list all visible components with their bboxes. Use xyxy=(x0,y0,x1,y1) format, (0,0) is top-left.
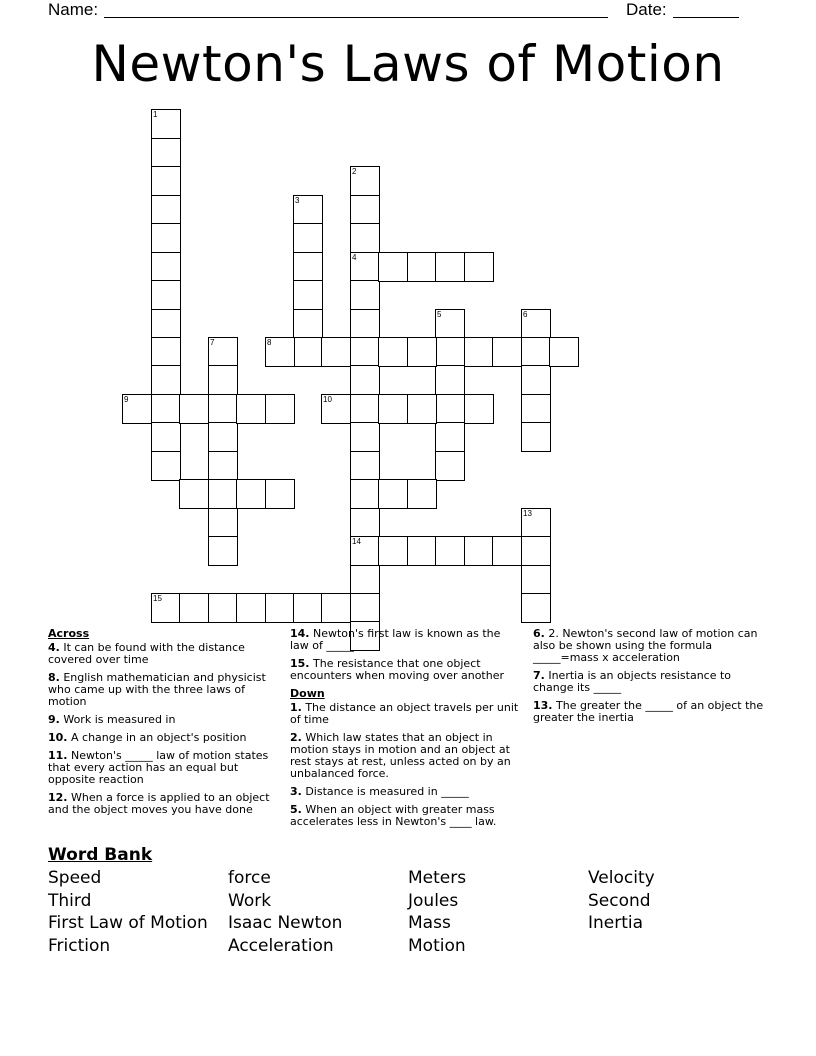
clue-item xyxy=(290,628,522,652)
clue-item-number: 2. xyxy=(290,731,302,744)
crossword-cell[interactable] xyxy=(492,337,522,367)
clue-item-number: 9. xyxy=(48,713,60,726)
word-bank-item: Joules xyxy=(408,891,459,911)
clue-item xyxy=(48,672,284,708)
crossword-cell[interactable] xyxy=(321,593,351,623)
crossword-cell[interactable] xyxy=(151,337,181,367)
crossword-cell[interactable] xyxy=(464,536,494,566)
clue-item xyxy=(290,786,522,798)
crossword-cell[interactable] xyxy=(435,394,465,424)
clue-item-number: 12. xyxy=(48,791,68,804)
clue-item-number: 6. xyxy=(533,627,545,640)
crossword-cell[interactable] xyxy=(236,479,266,509)
clue-item xyxy=(290,732,522,780)
clue-number: 5 xyxy=(437,310,442,319)
clue-number: 8 xyxy=(267,338,272,347)
name-label: Name: xyxy=(48,0,99,19)
word-bank-item: Meters xyxy=(408,868,467,888)
crossword-cell[interactable] xyxy=(350,394,380,424)
page-title: Newton's Laws of Motion xyxy=(91,35,725,93)
crossword-cell[interactable] xyxy=(350,479,380,509)
clues-column-1 xyxy=(48,628,284,822)
clue-number: 9 xyxy=(124,395,129,404)
crossword-cell[interactable] xyxy=(350,508,380,538)
clue-item-text: A change in an object's position xyxy=(67,731,247,744)
across-clue-list xyxy=(48,642,284,816)
clue-item xyxy=(290,804,522,828)
clue-number: 4 xyxy=(352,253,357,262)
crossword-cell[interactable] xyxy=(492,536,522,566)
crossword-cell[interactable] xyxy=(407,394,437,424)
clue-item-number: 13. xyxy=(533,699,553,712)
crossword-cell[interactable] xyxy=(350,223,380,253)
clue-item xyxy=(290,658,522,682)
clue-item-number: 11. xyxy=(48,749,68,762)
crossword-cell[interactable] xyxy=(151,394,181,424)
crossword-cell[interactable] xyxy=(407,536,437,566)
word-bank-item: Acceleration xyxy=(228,936,334,956)
clue-item-text: 2. Newton's second law of motion can also be shown using the formula _____=mass x acceleration xyxy=(533,627,758,664)
across-heading: Across xyxy=(48,627,90,640)
word-bank-item: First Law of Motion xyxy=(48,913,208,933)
crossword-cell[interactable] xyxy=(122,394,152,424)
clue-item-text: Distance is measured in _____ xyxy=(301,785,469,798)
clue-item-number: 8. xyxy=(48,671,60,684)
word-bank-item: Velocity xyxy=(588,868,655,888)
down-clue-list-continued xyxy=(533,628,765,724)
crossword-cell[interactable] xyxy=(435,252,465,282)
word-bank-item: Second xyxy=(588,891,651,911)
crossword-cell[interactable] xyxy=(435,422,465,452)
crossword-cell[interactable] xyxy=(521,422,551,452)
clue-number: 3 xyxy=(295,196,300,205)
crossword-cell[interactable] xyxy=(378,337,408,367)
clue-item xyxy=(533,700,765,724)
crossword-cell[interactable] xyxy=(293,195,323,225)
crossword-cell[interactable] xyxy=(151,166,181,196)
clue-item-text: The resistance that one object encounters when moving over another xyxy=(290,657,505,682)
crossword-cell[interactable] xyxy=(179,593,209,623)
word-bank-item: force xyxy=(228,868,271,888)
crossword-cell[interactable] xyxy=(208,593,238,623)
crossword-cell[interactable] xyxy=(350,536,380,566)
crossword-cell[interactable] xyxy=(521,365,551,395)
down-clue-list xyxy=(290,702,522,828)
clue-item-number: 7. xyxy=(533,669,545,682)
crossword-cell[interactable] xyxy=(350,451,380,481)
crossword-cell[interactable] xyxy=(435,309,465,339)
clue-number: 10 xyxy=(323,395,332,404)
crossword-cell[interactable] xyxy=(435,365,465,395)
crossword-cell[interactable] xyxy=(350,565,380,595)
clue-number: 13 xyxy=(523,509,532,518)
clue-item-text: Inertia is an objects resistance to change its _____ xyxy=(533,669,732,694)
crossword-cell[interactable] xyxy=(464,337,494,367)
word-bank-item: Friction xyxy=(48,936,111,956)
clue-item-text: The greater the _____ of an object the greater the inertia xyxy=(533,699,764,724)
crossword-cell[interactable] xyxy=(521,593,551,623)
crossword-cell[interactable] xyxy=(151,365,181,395)
clue-item-text: It can be found with the distance covered over time xyxy=(48,641,245,666)
across-clue-list-continued xyxy=(290,628,522,682)
clue-item-number: 1. xyxy=(290,701,302,714)
crossword-cell[interactable] xyxy=(378,479,408,509)
word-bank-item: Work xyxy=(228,891,272,911)
crossword-cell[interactable] xyxy=(350,422,380,452)
crossword-cell[interactable] xyxy=(521,508,551,538)
word-bank-item: Mass xyxy=(408,913,451,933)
crossword-cell[interactable] xyxy=(151,593,181,623)
crossword-cell[interactable] xyxy=(350,593,380,623)
clue-number: 15 xyxy=(153,594,162,603)
clue-item-text: When a force is applied to an object and the object moves you have done xyxy=(48,791,270,816)
word-bank-item: Third xyxy=(48,891,92,911)
crossword-cell[interactable] xyxy=(236,593,266,623)
crossword-cell[interactable] xyxy=(151,109,181,139)
clue-item xyxy=(48,792,284,816)
crossword-cell[interactable] xyxy=(151,451,181,481)
crossword-cell[interactable] xyxy=(293,337,323,367)
clue-item xyxy=(48,732,284,744)
crossword-cell[interactable] xyxy=(350,252,380,282)
crossword-cell[interactable] xyxy=(407,337,437,367)
crossword-cell[interactable] xyxy=(521,337,551,367)
crossword-cell[interactable] xyxy=(378,252,408,282)
crossword-cell[interactable] xyxy=(350,337,380,367)
crossword-cell[interactable] xyxy=(179,394,209,424)
clue-item-text: Work is measured in xyxy=(59,713,176,726)
clue-item-number: 14. xyxy=(290,627,310,640)
clue-item-number: 5. xyxy=(290,803,302,816)
crossword-cell[interactable] xyxy=(293,223,323,253)
crossword-cell[interactable] xyxy=(179,479,209,509)
clue-item-text: English mathematician and physicist who came up with the three laws of motion xyxy=(48,671,266,708)
crossword-cell[interactable] xyxy=(407,252,437,282)
clue-item xyxy=(533,628,765,664)
word-bank-item: Inertia xyxy=(588,913,644,933)
crossword-cell[interactable] xyxy=(208,394,238,424)
crossword-cell[interactable] xyxy=(378,394,408,424)
crossword-cell[interactable] xyxy=(208,337,238,367)
crossword-cell[interactable] xyxy=(350,280,380,310)
crossword-cell[interactable] xyxy=(265,593,295,623)
crossword-cell[interactable] xyxy=(350,365,380,395)
crossword-cell[interactable] xyxy=(151,138,181,168)
crossword-cell[interactable] xyxy=(350,166,380,196)
clue-number: 6 xyxy=(523,310,528,319)
word-bank-item: Motion xyxy=(408,936,466,956)
clue-number: 7 xyxy=(210,338,215,347)
crossword-cell[interactable] xyxy=(464,252,494,282)
clue-item-text: Newton's first law is known as the law of _____ xyxy=(290,627,501,652)
crossword-cell[interactable] xyxy=(435,337,465,367)
crossword-cell[interactable] xyxy=(208,365,238,395)
clue-number: 2 xyxy=(352,167,357,176)
clue-item xyxy=(290,702,522,726)
clue-item-number: 15. xyxy=(290,657,310,670)
crossword-cell[interactable] xyxy=(151,309,181,339)
crossword-cell[interactable] xyxy=(549,337,579,367)
crossword-cell[interactable] xyxy=(265,394,295,424)
crossword-cell[interactable] xyxy=(208,451,238,481)
crossword-cell[interactable] xyxy=(407,479,437,509)
crossword-cell[interactable] xyxy=(521,309,551,339)
crossword-cell[interactable] xyxy=(435,451,465,481)
clue-item-text: When an object with greater mass accelerates less in Newton's ____ law. xyxy=(290,803,497,828)
clue-item xyxy=(533,670,765,694)
crossword-cell[interactable] xyxy=(293,593,323,623)
crossword-cell[interactable] xyxy=(521,536,551,566)
clue-item-number: 10. xyxy=(48,731,68,744)
crossword-cell[interactable] xyxy=(350,195,380,225)
crossword-cell[interactable] xyxy=(464,394,494,424)
crossword-cell[interactable] xyxy=(151,195,181,225)
crossword-cell[interactable] xyxy=(151,223,181,253)
clue-item xyxy=(48,642,284,666)
clue-item-number: 3. xyxy=(290,785,302,798)
crossword-cell[interactable] xyxy=(521,394,551,424)
crossword-cell[interactable] xyxy=(265,337,295,367)
crossword-cell[interactable] xyxy=(293,309,323,339)
clue-item xyxy=(48,714,284,726)
crossword-cell[interactable] xyxy=(378,536,408,566)
crossword-cell[interactable] xyxy=(435,536,465,566)
clues-column-2 xyxy=(290,628,522,834)
clue-item-text: Newton's _____ law of motion states that every action has an equal but opposite reaction xyxy=(48,749,269,786)
word-bank-title: Word Bank xyxy=(48,845,153,865)
clue-number: 14 xyxy=(352,537,361,546)
clue-item xyxy=(48,750,284,786)
clue-item-number: 4. xyxy=(48,641,60,654)
clue-number: 1 xyxy=(153,110,158,119)
crossword-cell[interactable] xyxy=(208,536,238,566)
date-label: Date: xyxy=(626,0,667,19)
crossword-cell[interactable] xyxy=(208,422,238,452)
word-bank-item: Speed xyxy=(48,868,102,888)
crossword-cell[interactable] xyxy=(521,565,551,595)
crossword-cell[interactable] xyxy=(208,508,238,538)
word-bank-item: Isaac Newton xyxy=(228,913,343,933)
crossword-cell[interactable] xyxy=(321,394,351,424)
clue-item-text: The distance an object travels per unit of time xyxy=(290,701,519,726)
crossword-cell[interactable] xyxy=(293,252,323,282)
crossword-cell[interactable] xyxy=(151,422,181,452)
crossword-cell[interactable] xyxy=(293,280,323,310)
crossword-cell[interactable] xyxy=(265,479,295,509)
down-heading: Down xyxy=(290,687,325,700)
crossword-cell[interactable] xyxy=(236,394,266,424)
crossword-cell[interactable] xyxy=(151,280,181,310)
crossword-cell[interactable] xyxy=(151,252,181,282)
clues-column-3 xyxy=(533,628,765,730)
crossword-cell[interactable] xyxy=(350,309,380,339)
clue-item-text: Which law states that an object in motion stays in motion and an object at rest stays at rest, unless acted on by an unbalanced force. xyxy=(290,731,511,780)
crossword-cell[interactable] xyxy=(208,479,238,509)
crossword-cell[interactable] xyxy=(321,337,351,367)
